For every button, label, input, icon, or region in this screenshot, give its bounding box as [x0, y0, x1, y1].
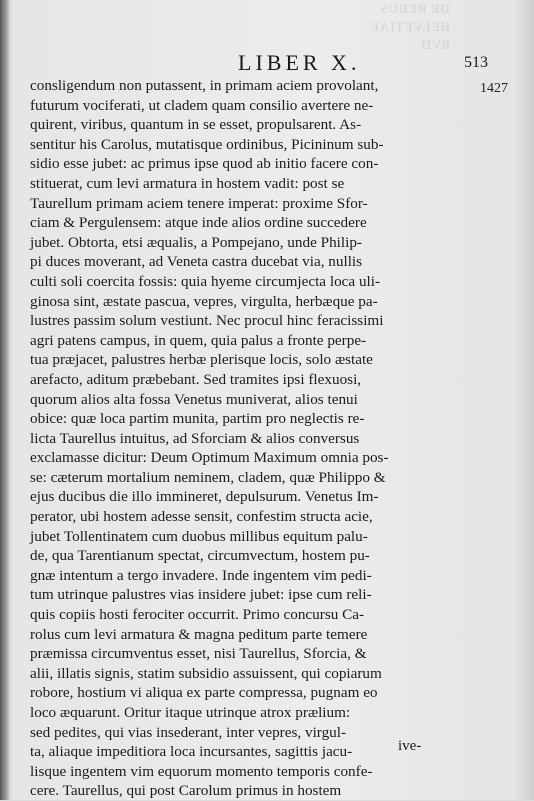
text-line: rolus cum levi armatura & magna peditum parte temere	[30, 625, 368, 643]
margin-year-note: 1427	[480, 81, 508, 96]
text-line: quorum alios alta fossa Venetus muniverat, alios tenui	[30, 390, 358, 408]
body-text	[30, 76, 460, 801]
text-line: præmissa circumventus esset, nisi Taurellus, Sforcia, &	[30, 645, 367, 663]
text-line: sidio esse jubet: ac primus ipse quod ab initio facere con-	[30, 155, 379, 173]
text-line: Taurellum primam aciem tenere imperat: proxime Sfor-	[30, 194, 368, 212]
text-line: ginosa sint, æstate pascua, vepres, virgulta, herbæque pa-	[30, 292, 378, 310]
page-edge	[514, 0, 534, 800]
text-line: arefacto, aditum præbebant. Sed tramites ipsi flexuosi,	[30, 370, 362, 388]
text-line: jubet Tollentinatem cum duobus millibus equitum palu-	[30, 527, 368, 545]
text-line: consligendum non putassent, in primam aciem provolant,	[30, 77, 379, 94]
text-line: ciam & Pergulensem: atque inde alios ordine succedere	[30, 214, 367, 232]
text-line: tua præjacet, palustres herbæ plerisque locis, solo æstate	[30, 351, 373, 369]
text-line: perator, ubi hostem adesse sensit, confestim structa acie,	[30, 508, 373, 526]
text-line: robore, hostium vi aliqua ex parte compressa, pugnam eo	[30, 684, 378, 702]
gutter-shadow	[0, 0, 10, 800]
text-line: sed pedites, qui vias insederant, inter vepres, virgul-	[30, 723, 347, 741]
text-line: licta Taurellus intuitus, ad Sforciam & alios conversus	[30, 429, 360, 447]
text-line: culti soli coercita fossis: quia hyeme circumjecta loca uli-	[30, 272, 381, 290]
text-line: jubet. Obtorta, etsi æqualis, a Pompejano, unde Philip-	[30, 233, 362, 251]
text-line: exclamasse dicitur: Deum Optimum Maximum omnia pos-	[30, 449, 389, 467]
text-line: gnæ intentum a tergo invadere. Inde ingentem vim pedi-	[30, 566, 372, 584]
text-line: ejus ducibus die illo immineret, depulsurum. Venetus Im-	[30, 488, 379, 506]
running-head: LIBER X.	[238, 50, 361, 75]
text-line: alii, illatis signis, statim subsidio assuissent, qui copiarum	[30, 664, 382, 682]
text-line: lustres passim solum vestiunt. Nec procul hinc feracissimi	[30, 312, 384, 330]
text-line: futurum vociferati, ut cladem quam consilio avertere ne-	[30, 96, 374, 114]
text-line: ta, aliaque impeditiora loca incursantes, sagittis jacu-	[30, 743, 353, 761]
text-line: agri patens campus, in quem, quia palus a fronte perpe-	[30, 331, 367, 349]
text-line: se: cæterum mortalium neminem, cladem, quæ Philippo &	[30, 468, 386, 486]
text-line: loco æquarunt. Oritur itaque utrinque atrox prælium:	[30, 704, 351, 721]
text-line: quirent, viribus, quantum in se esset, propulsarent. As-	[30, 116, 362, 134]
text-line: sentitur his Carolus, mutatisque ordinibus, Picininum sub-	[30, 135, 384, 153]
catchword: ive-	[398, 738, 422, 754]
text-line: tum utrinque palustres vias insidere jubet: ipse cum reli-	[30, 586, 372, 604]
text-line: obice: quæ loca partim munita, partim pro neglectis re-	[30, 410, 365, 428]
text-line: pi duces moverant, ad Veneta castra ducebat via, nullis	[30, 253, 363, 271]
text-line: stituerat, cum levi armatura in hostem vadit: post se	[30, 174, 345, 192]
text-line: lisque ingentem vim equorum momento temporis confe-	[30, 762, 373, 780]
page-number: 513	[464, 54, 488, 71]
text-line: de, qua Tarentianum spectat, circumvectum, hostem pu-	[30, 547, 370, 565]
bleed-through-text: DE REBUS HELVETIAE RVD	[369, 1, 450, 52]
text-line: quis copiis hosti ferociter occurrit. Primo concursu Ca-	[30, 606, 365, 624]
text-line: cere. Taurellus, qui post Carolum primus in hostem	[30, 782, 342, 800]
